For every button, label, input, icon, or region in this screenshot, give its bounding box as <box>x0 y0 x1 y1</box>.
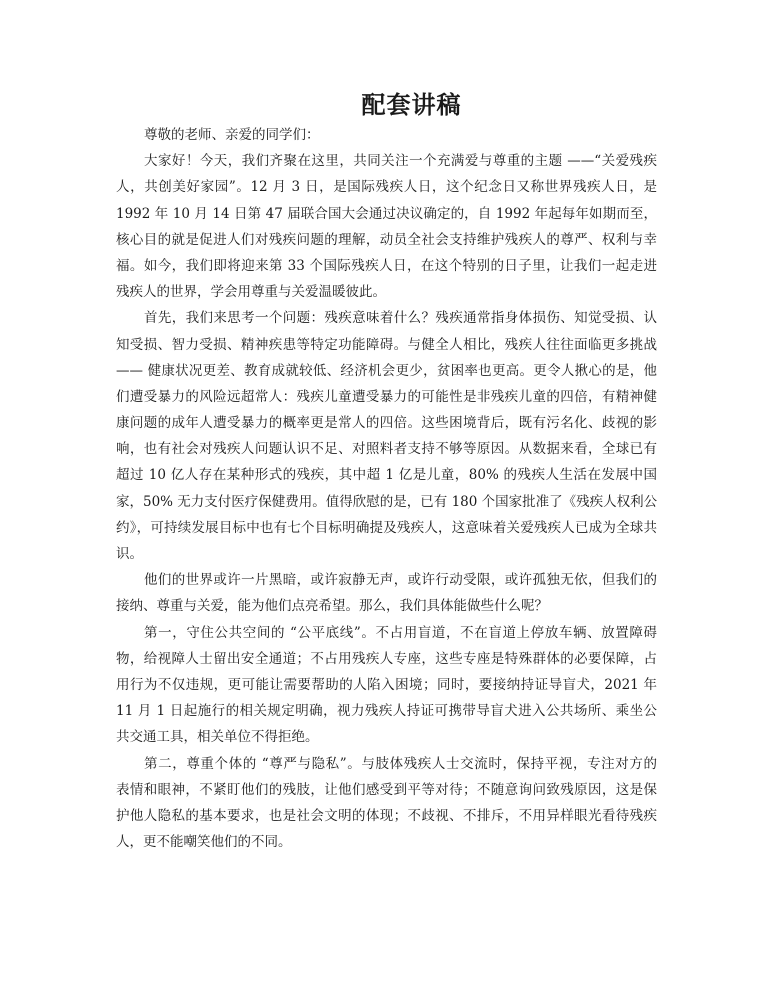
document-title: 配套讲稿 <box>361 90 462 119</box>
text-line: 物，给视障人士留出安全通道；不占用残疾人专座，这些专座是特殊群体的必要保障，占 <box>116 650 657 667</box>
text-line: 康问题的成年人遭受暴力的概率更是常人的四倍。这些困境背后，既有污名化、歧视的影 <box>116 415 657 432</box>
text-line: 尊敬的老师、亲爱的同学们： <box>144 127 320 143</box>
text-line: —— 健康状况更差、教育成就较低、经济机会更少，贫困率也更高。更令人揪心的是，他 <box>116 362 657 379</box>
text-line: 表情和眼神，不紧盯他们的残肢，让他们感受到平等对待；不随意询问致残原因，这是保 <box>116 781 657 798</box>
text-line: 家，50% 无力支付医疗保健费用。值得欣慰的是，已有 180 个国家批准了《残疾人权利公 <box>116 493 658 510</box>
text-line: 用行为不仅违规，更可能让需要帮助的人陷入困境；同时，要接纳持证导盲犬，2021 年 <box>116 676 657 693</box>
text-line: 响，也有社会对残疾人问题认识不足、对照料者支持不够等原因。从数据来看，全球已有 <box>116 441 657 458</box>
document-body <box>116 122 657 855</box>
text-line: 他们的世界或许一片黑暗，或许寂静无声，或许行动受限，或许孤独无依，但我们的 <box>144 572 657 589</box>
text-line: 们遭受暴力的风险远超常人：残疾儿童遭受暴力的可能性是非残疾儿童的四倍，有精神健 <box>116 388 657 405</box>
text-line: 1992 年 10 月 14 日第 47 届联合国大会通过决议确定的，自 1992 年起每年如期而至， <box>116 205 657 222</box>
text-line: 大家好！今天，我们齐聚在这里，共同关注一个充满爱与尊重的主题 ——“关爱残疾 <box>144 153 657 170</box>
text-line: 11 月 1 日起施行的相关规定明确，视力残疾人持证可携带导盲犬进入公共场所、乘坐公 <box>116 703 657 720</box>
text-line: 人，更不能嘲笑他们的不同。 <box>116 834 292 851</box>
text-line: 福。如今，我们即将迎来第 33 个国际残疾人日，在这个特别的日子里，让我们一起走进 <box>116 257 657 274</box>
text-line: 残疾人的世界，学会用尊重与关爱温暖彼此。 <box>116 284 386 301</box>
text-line: 约》，可持续发展目标中也有七个目标明确提及残疾人，这意味着关爱残疾人已成为全球共 <box>116 519 657 536</box>
text-line: 接纳、尊重与关爱，能为他们点亮希望。那么，我们具体能做些什么呢？ <box>116 598 548 615</box>
text-line: 第二，尊重个体的 “尊严与隐私”。与肢体残疾人士交流时，保持平视，专注对方的 <box>144 755 657 772</box>
text-line: 知受损、智力受损、精神疾患等特定功能障碍。与健全人相比，残疾人往往面临更多挑战 <box>116 336 657 353</box>
document-page <box>116 86 657 855</box>
text-line: 核心目的就是促进人们对残疾问题的理解，动员全社会支持维护残疾人的尊严、权利与幸 <box>116 231 657 248</box>
text-line: 识。 <box>116 546 143 562</box>
text-line: 共交通工具，相关单位不得拒绝。 <box>116 729 319 746</box>
text-line: 护他人隐私的基本要求，也是社会文明的体现；不歧视、不排斥，不用异样眼光看待残疾 <box>116 807 657 824</box>
text-line: 人，共创美好家园”。12 月 3 日，是国际残疾人日，这个纪念日又称世界残疾人日，是 <box>116 179 657 196</box>
text-line: 首先，我们来思考一个问题：残疾意味着什么？残疾通常指身体损伤、知觉受损、认 <box>144 310 657 327</box>
text-line: 第一，守住公共空间的 “公平底线”。不占用盲道，不在盲道上停放车辆、放置障碍 <box>144 624 657 641</box>
text-line: 超过 10 亿人存在某种形式的残疾，其中超 1 亿是儿童，80% 的残疾人生活在发展中国 <box>116 467 657 484</box>
